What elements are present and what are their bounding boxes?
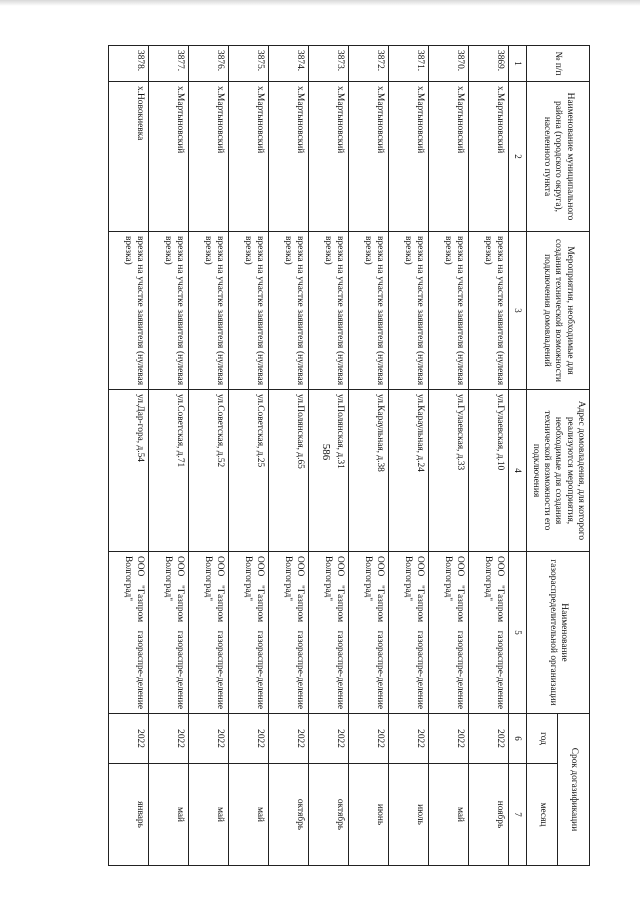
- household-address: ул.Советская, д.52: [188, 390, 228, 552]
- header-month: месяц: [526, 764, 558, 866]
- term-year: 2022: [188, 714, 228, 764]
- settlement-name: х.Мартыновский: [148, 82, 188, 232]
- connection-action: врезка на участке заявителя (нулевая врезка): [468, 232, 508, 390]
- table-row: [348, 46, 388, 866]
- connection-action: врезка на участке заявителя (нулевая врезка): [188, 232, 228, 390]
- row-number: 3878.: [108, 46, 148, 82]
- column-number: 6: [508, 714, 526, 764]
- row-number: 3877.: [148, 46, 188, 82]
- row-number: 3869.: [468, 46, 508, 82]
- settlement-name: х.Мартыновский: [188, 82, 228, 232]
- term-year: 2022: [268, 714, 308, 764]
- gas-distribution-org: ООО "Газпром газораспре-деление Волгоград": [348, 552, 388, 714]
- household-address: ул.Гулаевская, д.33: [428, 390, 468, 552]
- term-month: май: [148, 764, 188, 866]
- household-address: ул.Советская, д.25: [228, 390, 268, 552]
- term-year: 2022: [308, 714, 348, 764]
- settlement-name: х.Мартыновский: [428, 82, 468, 232]
- table-row: [148, 46, 188, 866]
- row-number: 3871.: [388, 46, 428, 82]
- header-org: Наименование газораспределительной организации: [526, 552, 589, 714]
- gas-distribution-org: ООО "Газпром газораспре-деление Волгоград": [308, 552, 348, 714]
- table-row: [388, 46, 428, 866]
- table-row: [428, 46, 468, 866]
- settlement-name: х.Мартыновский: [468, 82, 508, 232]
- header-settlement: Наименование муниципального района (городского округа), населенного пункта: [526, 82, 589, 232]
- row-number: 3876.: [188, 46, 228, 82]
- household-address: ул.Караульная, д.24: [388, 390, 428, 552]
- gas-distribution-org: ООО "Газпром газораспре-деление Волгоград": [468, 552, 508, 714]
- header-term: Срок догазификации: [558, 714, 590, 866]
- table-body: [108, 46, 508, 866]
- settlement-name: х.Мартыновский: [228, 82, 268, 232]
- term-year: 2022: [148, 714, 188, 764]
- household-address: ул.Полянская, д.31: [308, 390, 348, 552]
- term-year: 2022: [228, 714, 268, 764]
- gas-distribution-org: ООО "Газпром газораспре-деление Волгоград": [148, 552, 188, 714]
- connection-action: врезка на участке заявителя (нулевая врезка): [228, 232, 268, 390]
- connection-action: врезка на участке заявителя (нулевая врезка): [268, 232, 308, 390]
- household-address: ул.Гулаевская, д.10: [468, 390, 508, 552]
- table-row: [308, 46, 348, 866]
- term-year: 2022: [388, 714, 428, 764]
- header-num: № п/п: [526, 46, 589, 82]
- column-number: 5: [508, 552, 526, 714]
- header-address: Адрес домовладения, для которого реализуются мероприятия, необходимые для создания технической возможности его подключения: [526, 390, 589, 552]
- term-month: май: [428, 764, 468, 866]
- gas-distribution-org: ООО "Газпром газораспре-деление Волгоград": [428, 552, 468, 714]
- household-address: ул.Караульная, д.38: [348, 390, 388, 552]
- table-row: [228, 46, 268, 866]
- gas-distribution-org: ООО "Газпром газораспре-деление Волгоград": [268, 552, 308, 714]
- term-year: 2022: [428, 714, 468, 764]
- connection-action: врезка на участке заявителя (нулевая врезка): [388, 232, 428, 390]
- settlement-name: х.Мартыновский: [388, 82, 428, 232]
- connection-action: врезка на участке заявителя (нулевая врезка): [148, 232, 188, 390]
- column-number: 7: [508, 764, 526, 866]
- gas-distribution-org: ООО "Газпром газораспре-деление Волгоград": [228, 552, 268, 714]
- table-row: [108, 46, 148, 866]
- term-month: июнь: [348, 764, 388, 866]
- header-action: Мероприятия, необходимые для создания технической возможности подключения домовладений: [526, 232, 589, 390]
- column-number-row: [508, 46, 526, 866]
- table-row: [468, 46, 508, 866]
- household-address: ул.Дар-гора, д.54: [108, 390, 148, 552]
- term-month: октябрь: [268, 764, 308, 866]
- column-number: 2: [508, 82, 526, 232]
- settlement-name: х.Новокиевка: [108, 82, 148, 232]
- term-month: ноябрь: [468, 764, 508, 866]
- row-number: 3874.: [268, 46, 308, 82]
- connection-action: врезка на участке заявителя (нулевая врезка): [348, 232, 388, 390]
- row-number: 3872.: [348, 46, 388, 82]
- household-address: ул.Полянская, д.65: [268, 390, 308, 552]
- connection-action: врезка на участке заявителя (нулевая врезка): [428, 232, 468, 390]
- row-number: 3875.: [228, 46, 268, 82]
- row-number: 3873.: [308, 46, 348, 82]
- header-year: год: [526, 714, 558, 764]
- term-month: январь: [108, 764, 148, 866]
- term-year: 2022: [468, 714, 508, 764]
- settlement-name: х.Мартыновский: [308, 82, 348, 232]
- connection-action: врезка на участке заявителя (нулевая врезка): [308, 232, 348, 390]
- term-month: май: [188, 764, 228, 866]
- gas-distribution-org: ООО "Газпром газораспре-деление Волгоград": [188, 552, 228, 714]
- table-row: [188, 46, 228, 866]
- gas-distribution-org: ООО "Газпром газораспре-деление Волгоград": [108, 552, 148, 714]
- term-month: октябрь: [308, 764, 348, 866]
- column-number: 1: [508, 46, 526, 82]
- term-year: 2022: [108, 714, 148, 764]
- row-number: 3870.: [428, 46, 468, 82]
- household-address: ул.Советская, д.71: [148, 390, 188, 552]
- column-number: 4: [508, 390, 526, 552]
- gasification-table: [108, 45, 590, 866]
- connection-action: врезка на участке заявителя (нулевая врезка): [108, 232, 148, 390]
- term-month: май: [228, 764, 268, 866]
- page-number: 586: [320, 443, 332, 461]
- gas-distribution-org: ООО "Газпром газораспре-деление Волгоград": [388, 552, 428, 714]
- column-number: 3: [508, 232, 526, 390]
- settlement-name: х.Мартыновский: [268, 82, 308, 232]
- term-year: 2022: [348, 714, 388, 764]
- settlement-name: х.Мартыновский: [348, 82, 388, 232]
- table-row: [268, 46, 308, 866]
- term-month: июль: [388, 764, 428, 866]
